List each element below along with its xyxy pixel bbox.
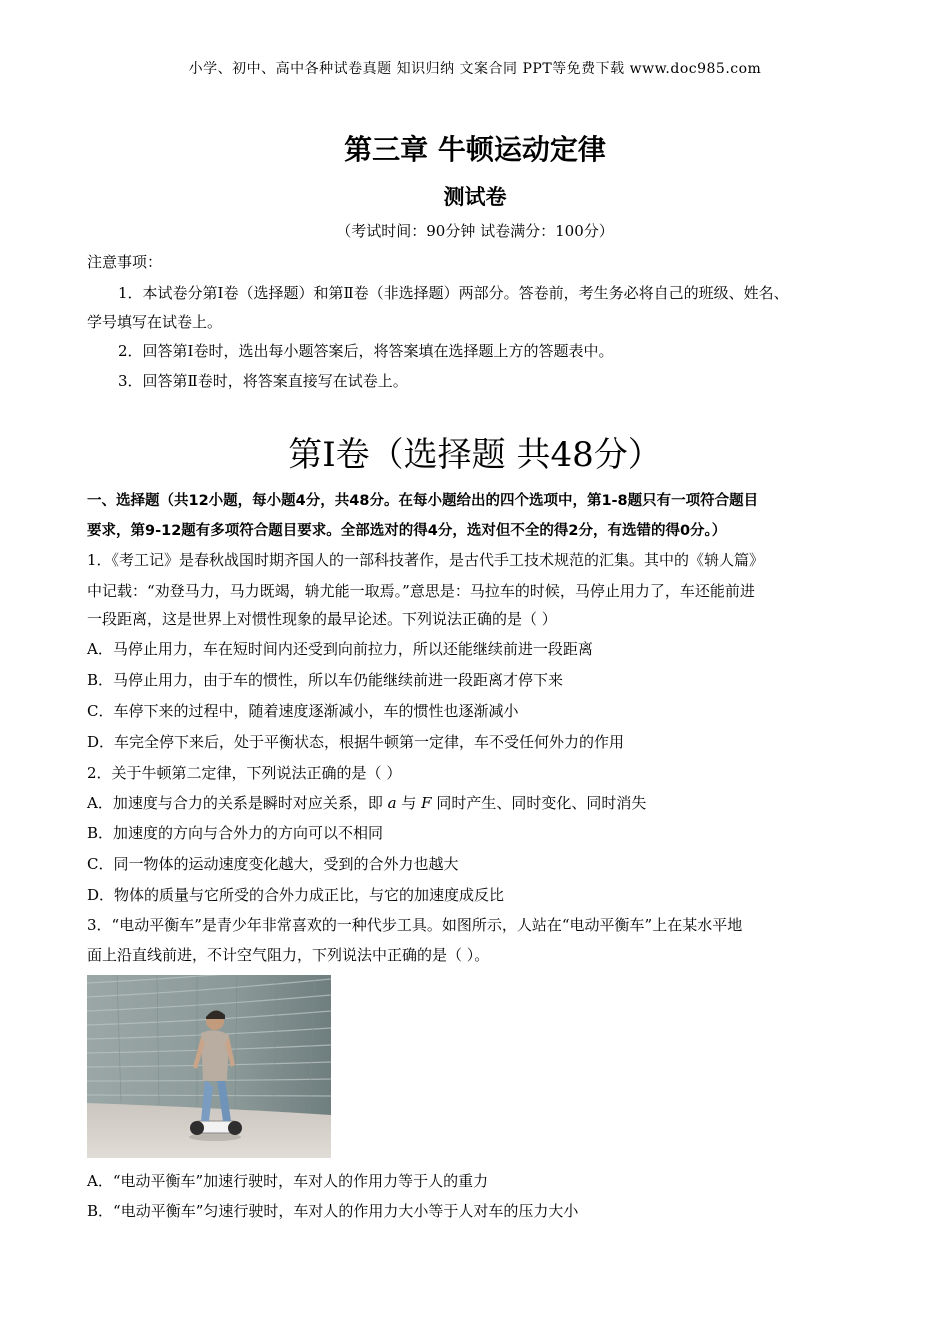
exam-info: （考试时间：90分钟 试卷满分：100分）	[336, 222, 614, 240]
q2-var-a: a	[387, 794, 397, 812]
q2-option-a-mid: 与	[401, 794, 417, 812]
q1-stem-line-2: 中记载：“劝登马力，马力既竭，辀尤能一取焉。”意思是：马拉车的时候，马停止用力了，车还能前进	[87, 582, 755, 600]
header-banner: 小学、初中、高中各种试卷真题 知识归纳 文案合同 PPT等免费下载 www.doc985.com	[188, 61, 762, 77]
notes-heading: 注意事项：	[87, 253, 163, 271]
q1-stem-line-3: 一段距离，这是世界上对惯性现象的最早论述。下列说法正确的是（ ）	[87, 610, 557, 628]
section-instructions-line-1: 一、选择题（共12小题，每小题4分，共48分。在每小题给出的四个选项中，第1-8题只有一项符合题目	[87, 493, 759, 509]
q2-option-a-post: 同时产生、同时变化、同时消失	[436, 794, 647, 812]
test-subtitle: 测试卷	[443, 185, 507, 209]
q3-stem-line-1: 3．“电动平衡车”是青少年非常喜欢的一种代步工具。如图所示，人站在“电动平衡车”上在某水平地	[87, 916, 743, 934]
note-item-1-line-2: 学号填写在试卷上。	[87, 313, 223, 331]
section-instructions-line-2: 要求，第9-12题有多项符合题目要求。全部选对的得4分，选对但不全的得2分，有选错的得0分。）	[87, 523, 727, 539]
q1-option-b: B．马停止用力，由于车的惯性，所以车仍能继续前进一段距离才停下来	[87, 671, 564, 689]
q2-option-d: D．物体的质量与它所受的合外力成正比，与它的加速度成反比	[87, 886, 505, 904]
q2-stem: 2．关于牛顿第二定律，下列说法正确的是（ ）	[87, 764, 402, 782]
section-title: 第Ⅰ卷（选择题 共48分）	[288, 435, 662, 475]
chapter-title: 第三章 牛顿运动定律	[344, 133, 606, 166]
q2-option-a-pre: A．加速度与合力的关系是瞬时对应关系，即	[87, 794, 383, 812]
q1-option-d: D．车完全停下来后，处于平衡状态，根据牛顿第一定律，车不受任何外力的作用	[87, 733, 625, 751]
q2-var-f: F	[421, 794, 432, 812]
note-item-3: 3．回答第Ⅱ卷时，将答案直接写在试卷上。	[118, 372, 408, 390]
q1-option-a: A．马停止用力，车在短时间内还受到向前拉力，所以还能继续前进一段距离	[87, 640, 593, 658]
q3-option-a: A．“电动平衡车”加速行驶时，车对人的作用力等于人的重力	[87, 1172, 489, 1190]
balance-scooter-photo	[87, 975, 331, 1158]
q3-stem-line-2: 面上沿直线前进，不计空气阻力，下列说法中正确的是（ ）。	[87, 946, 490, 964]
q1-option-c: C．车停下来的过程中，随着速度逐渐减小，车的惯性也逐渐减小	[87, 702, 519, 720]
note-item-1-line-1: 1．本试卷分第Ⅰ卷（选择题）和第Ⅱ卷（非选择题）两部分。答卷前，考生务必将自己的班级、姓名、	[118, 284, 789, 302]
note-item-2: 2．回答第Ⅰ卷时，选出每小题答案后，将答案填在选择题上方的答题表中。	[118, 342, 614, 360]
q3-option-b: B．“电动平衡车”匀速行驶时，车对人的作用力大小等于人对车的压力大小	[87, 1202, 579, 1220]
q2-option-a	[87, 792, 646, 813]
q2-option-c: C．同一物体的运动速度变化越大，受到的合外力也越大	[87, 855, 459, 873]
q1-stem-line-1: 1．《考工记》是春秋战国时期齐国人的一部科技著作，是古代手工技术规范的汇集。其中的《辀人篇》	[87, 551, 765, 569]
q2-option-b: B．加速度的方向与合外力的方向可以不相同	[87, 824, 384, 842]
